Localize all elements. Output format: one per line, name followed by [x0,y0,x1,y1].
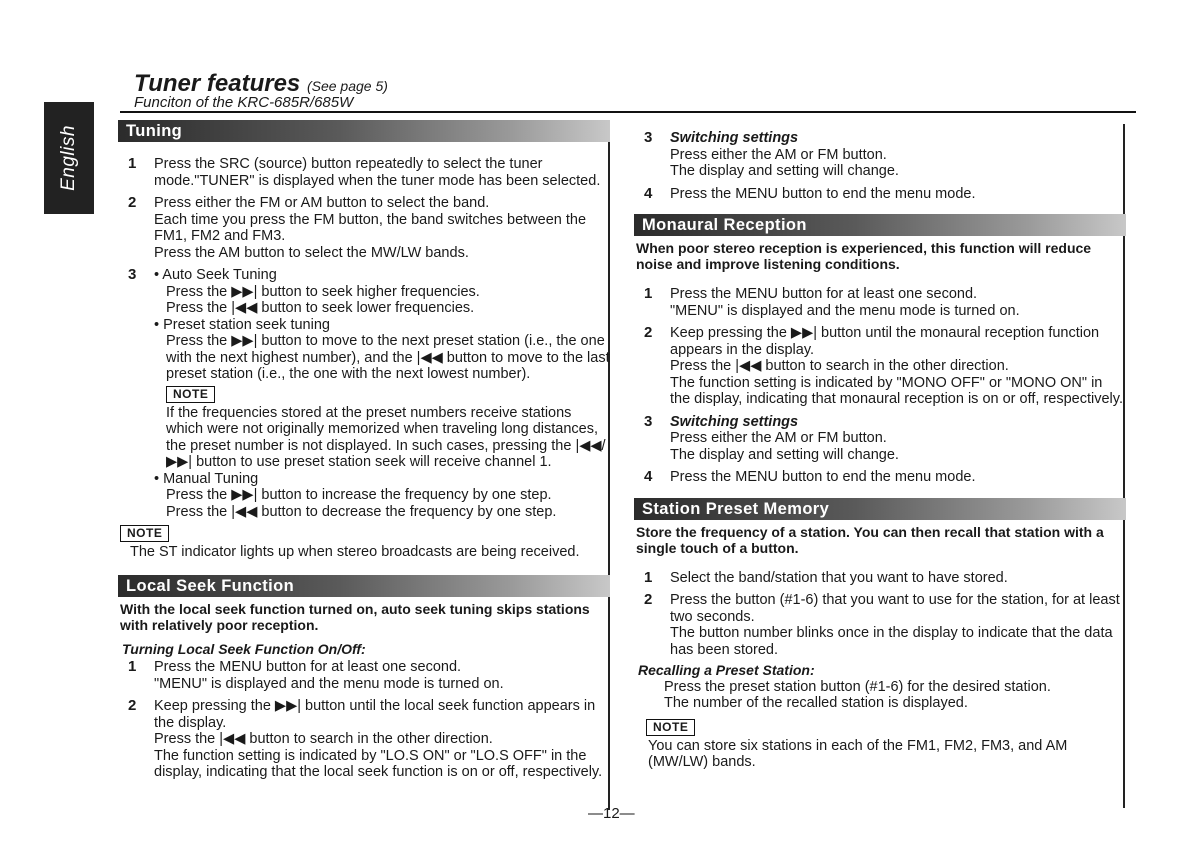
preset-memory-step-1: 1 Select the band/station that you want to have stored. [634,570,1126,587]
preset-memory-step-2: 2 Press the button (#1-6) that you want to use for the station, for at least two seconds. The button number blinks once in the display to indicate that the data has been stored. [634,592,1126,658]
switching-settings-b: The display and setting will change. [670,163,899,179]
recall-preset-b: The number of the recalled station is displayed. [664,695,968,711]
preset-memory-step-1-text: Select the band/station that you want to have stored. [670,569,1008,586]
monaural-step-3: 3 Switching settings Press either the AM or FM button. The display and setting will change. [634,414,1126,464]
tuning-step-1-text: Press the SRC (source) button repeatedly to select the tuner mode."TUNER" is displayed when the tuner mode has been selected. [154,156,601,189]
header-rule [120,111,1136,113]
switching-settings-a: Press either the AM or FM button. [670,146,887,163]
monaural-step-4: 4 Press the MENU button to end the menu mode. [634,469,1126,486]
note-badge: NOTE [646,719,695,736]
tuning-banner: Tuning [118,120,610,142]
manual-tuning-line-1: Press the ▶▶| button to increase the frequency by one step. [166,487,552,503]
preset-memory-step-2-a: Press the button (#1-6) that you want to use for the station, for at least two seconds. [670,592,1120,625]
monaural-step-3-b: The display and setting will change. [670,446,899,463]
monaural-step-2-b: Press the |◀◀ button to search in the other direction. [670,358,1009,374]
page-title-text: Tuner features [134,70,301,97]
recall-preset-a: Press the preset station button (#1-6) for the desired station. [664,678,1051,695]
note-badge: NOTE [120,525,169,542]
local-seek-subheading: Turning Local Seek Function On/Off: [122,640,366,657]
page-title-ref: (See page 5) [306,78,388,94]
local-seek-step-2-c: The function setting is indicated by "LO.S ON" or "LO.S OFF" in the display, indicating that the local seek function is on or off, respectively. [154,747,603,780]
page-subtitle: Funciton of the KRC-685R/685W [134,94,354,111]
menu-step-4: 4 Press the MENU button to end the menu mode. [634,186,1126,203]
local-seek-step-1-a: Press the MENU button for at least one second. [154,659,462,675]
monaural-step-1: 1 Press the MENU button for at least one second. "MENU" is displayed and the menu mode is turned on. [634,286,1126,319]
tuning-step-2-a: Press either the FM or AM button to select the band. [154,195,490,211]
switching-settings-title: Switching settings [670,130,799,146]
right-column [634,124,1126,771]
language-tab [44,102,94,214]
manual-tuning-line-2: Press the |◀◀ button to decrease the frequency by one step. [166,503,557,520]
auto-seek-title: • Auto Seek Tuning [154,267,277,283]
monaural-step-4-text: Press the MENU button to end the menu mode. [670,469,976,485]
monaural-step-2-c: The function setting is indicated by "MONO OFF" or "MONO ON" in the display, indicating that monaural reception is on or off, respectively. [670,374,1123,407]
menu-step-4-text: Press the MENU button to end the menu mode. [670,185,976,202]
local-seek-step-2: 2 Keep pressing the ▶▶| button until the local seek function appears in the display. Press the |◀◀ button to search in the other direction. The function setting is indicated by "LO.S ON" or "LO.S OFF" in the display, indicating that the local seek function is on or off, respectively. [118,698,610,781]
left-column [118,120,610,781]
preset-seek-note: If the frequencies stored at the preset numbers receive stations which were not originally memorized when traveling long distances, the preset number is not displayed. In such cases, pressing the |◀◀/▶▶| button to use preset station seek will receive channel 1. [166,404,606,470]
monaural-step-2-a: Keep pressing the ▶▶| button until the monaural reception function appears in the display. [670,325,1100,358]
monaural-banner: Monaural Reception [634,214,1126,236]
note-badge: NOTE [166,386,215,403]
tuning-step-2: 2 Press either the FM or AM button to select the band. Each time you press the FM button, the band switches between the FM1, FM2 and FM3. Press the AM button to select the MW/LW bands. [118,195,610,261]
local-seek-step-1: 1 Press the MENU button for at least one second. "MENU" is displayed and the menu mode is turned on. [118,659,610,692]
monaural-switching-title: Switching settings [670,413,799,430]
manual-tuning-title: • Manual Tuning [154,470,259,487]
local-seek-step-2-b: Press the |◀◀ button to search in the other direction. [154,731,493,747]
local-seek-step-1-b: "MENU" is displayed and the menu mode is turned on. [154,675,504,692]
tuning-step-1: 1 Press the SRC (source) button repeatedly to select the tuner mode."TUNER" is displayed when the tuner mode has been selected. [118,156,610,189]
preset-memory-lead: Store the frequency of a station. You can then recall that station with a single touch of a button. [636,523,1104,556]
page-number: —12— [588,805,635,822]
auto-seek-line-1: Press the ▶▶| button to seek higher frequencies. [166,283,480,300]
language-tab-label: English [58,125,80,191]
local-seek-lead: With the local seek function turned on, auto seek tuning skips stations with relatively poor reception. [120,600,590,633]
monaural-step-1-b: "MENU" is displayed and the menu mode is turned on. [670,302,1020,319]
preset-memory-banner: Station Preset Memory [634,498,1126,520]
recall-preset-heading: Recalling a Preset Station: [638,662,815,678]
tuning-step-3: 3 • Auto Seek Tuning Press the ▶▶| button to seek higher frequencies. Press the |◀◀ button to seek lower frequencies. • Preset station seek tuning Press the ▶▶| button to move to the next preset station (i.e., the one with the next highest number), and the |◀◀ button to move to the last preset station (i.e., the one with the next lowest number). NOTE If the frequencies stored at the preset numbers receive stations which were not originally memorized when traveling long distances, the preset number is not displayed. In such cases, pressing the |◀◀/▶▶| button to use preset station seek will receive channel 1. • Manual Tuning Press the ▶▶| button to increase the frequency by one step. Press the |◀◀ button to decrease the frequency by one step. [128,266,610,520]
tuning-step-2-b: Each time you press the FM button, the band switches between the FM1, FM2 and FM3. [154,211,587,244]
menu-step-3: 3 Switching settings Press either the AM or FM button. The display and setting will change. [634,130,1126,180]
st-indicator-note: The ST indicator lights up when stereo broadcasts are being received. [130,544,580,560]
local-seek-banner: Local Seek Function [118,575,610,597]
local-seek-step-2-a: Keep pressing the ▶▶| button until the local seek function appears in the display. [154,698,596,731]
tuning-step-2-c: Press the AM button to select the MW/LW bands. [154,244,469,261]
monaural-step-3-a: Press either the AM or FM button. [670,430,887,446]
preset-memory-note: You can store six stations in each of the FM1, FM2, FM3, and AM (MW/LW) bands. [648,737,1068,770]
preset-seek-title: • Preset station seek tuning [154,316,330,333]
preset-seek-text: Press the ▶▶| button to move to the next preset station (i.e., the one with the next highest number), and the |◀◀ button to move to the last preset station (i.e., the one with the next lowest number). [166,333,610,382]
preset-memory-step-2-b: The button number blinks once in the display to indicate that the data has been stored. [670,625,1113,658]
monaural-lead: When poor stereo reception is experienced, this function will reduce noise and improve listening conditions. [636,240,1092,272]
monaural-step-2: 2 Keep pressing the ▶▶| button until the monaural reception function appears in the display. Press the |◀◀ button to search in the other direction. The function setting is indicated by "MONO OFF" or "MONO ON" in the display, indicating that monaural reception is on or off, respectively. [634,325,1126,408]
auto-seek-line-2: Press the |◀◀ button to seek lower frequencies. [166,300,475,316]
monaural-step-1-a: Press the MENU button for at least one second. [670,286,978,302]
